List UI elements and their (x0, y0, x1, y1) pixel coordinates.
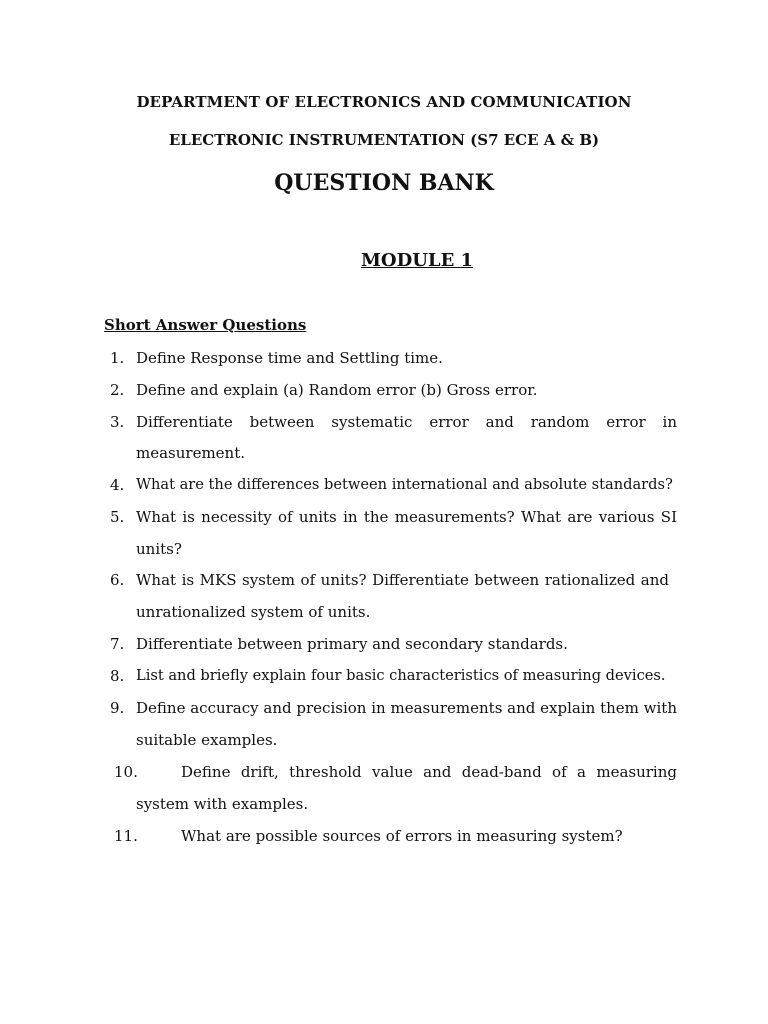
question-text: What is necessity of units in the measurements? What are various SI (136, 508, 677, 526)
question-number: 4. (110, 476, 125, 494)
module-heading: MODULE 1 (361, 250, 474, 271)
question-text: Differentiate between primary and secondary standards. (136, 635, 568, 653)
question-number: 7. (110, 635, 125, 653)
course-heading: ELECTRONIC INSTRUMENTATION (S7 ECE A & B) (168, 131, 600, 149)
question-number: 2. (110, 381, 125, 399)
question-text: What is MKS system of units? Differentiate between rationalized and (136, 571, 669, 589)
question-number: 9. (110, 699, 125, 717)
question-number: 1. (110, 349, 125, 367)
question-text: What are possible sources of errors in measuring system? (181, 827, 623, 845)
question-text: List and briefly explain four basic characteristics of measuring devices. (136, 667, 666, 684)
question-number: 6. (110, 571, 125, 589)
question-text: Define Response time and Settling time. (136, 349, 443, 367)
question-number: 11. (114, 827, 138, 845)
question-text: What are the differences between international and absolute standards? (136, 476, 673, 493)
section-heading: Short Answer Questions (104, 316, 307, 334)
question-number: 3. (110, 413, 125, 431)
question-number: 8. (110, 667, 125, 685)
question-text: Define drift, threshold value and dead-band of a measuring (181, 763, 677, 781)
question-text-continued: units? (136, 540, 182, 558)
department-heading: DEPARTMENT OF ELECTRONICS AND COMMUNICATION (136, 93, 632, 111)
question-number: 10. (114, 763, 138, 781)
question-number: 5. (110, 508, 125, 526)
page-title: QUESTION BANK (274, 170, 494, 196)
question-text: Differentiate between systematic error and random error in (136, 413, 677, 431)
question-text-continued: measurement. (136, 444, 246, 462)
question-text-continued: suitable examples. (136, 731, 278, 749)
question-text: Define accuracy and precision in measurements and explain them with (136, 699, 677, 717)
question-text: Define and explain (a) Random error (b) Gross error. (136, 381, 538, 399)
question-text-continued: unrationalized system of units. (136, 603, 371, 621)
question-text-continued: system with examples. (136, 795, 309, 813)
